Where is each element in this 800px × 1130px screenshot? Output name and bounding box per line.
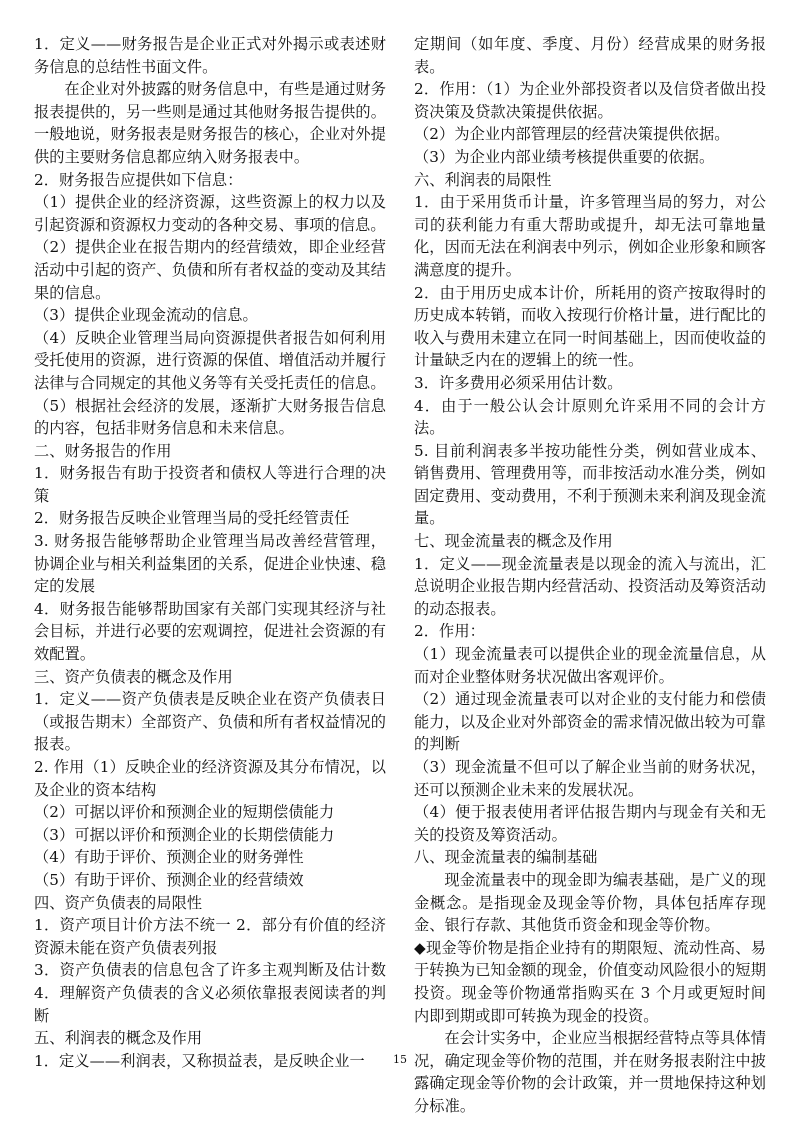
right-paragraph: （2）通过现金流量表可以对企业的支付能力和偿债能力，以及企业对外部资金的需求情况做出较为可靠的判断	[414, 690, 766, 754]
right-paragraph: 2．作用：	[414, 622, 485, 641]
left-column	[34, 33, 386, 1072]
right-column	[414, 33, 766, 1118]
right-paragraph: 4．由于一般公认会计原则允许采用不同的会计方法。	[414, 396, 766, 438]
left-paragraph: （2）可据以评价和预测企业的短期偿债能力	[34, 803, 335, 822]
left-paragraph: 3．资产负债表的信息包含了许多主观判断及估计数 4．理解资产负债表的含义必须依靠报表阅读者的判断	[34, 961, 386, 1025]
left-paragraph: 二、财务报告的作用	[34, 441, 172, 460]
right-paragraph: 八、现金流量表的编制基础	[414, 848, 598, 867]
left-paragraph: （3）可据以评价和预测企业的长期偿债能力	[34, 825, 335, 844]
right-paragraph: 1．定义——现金流量表是以现金的流入与流出，汇总说明企业报告期内经营活动、投资活动及筹资活动的动态报表。	[414, 554, 766, 618]
page-number: 15	[393, 1053, 407, 1066]
right-paragraph: 六、利润表的局限性	[414, 170, 552, 189]
left-paragraph: 2. 作用（1）反映企业的经济资源及其分布情况，以及企业的资本结构	[34, 758, 386, 799]
left-paragraph: 三、资产负债表的概念及作用	[34, 667, 233, 686]
right-paragraph: ◆现金等价物是指企业持有的期限短、流动性高、易于转换为已知金额的现金，价值变动风险很小的短期投资。现金等价物通常指购买在 3 个月或更短时间内即到期或即可转换为现金的投资。	[414, 938, 766, 1025]
left-paragraph: （3）提供企业现金流动的信息。	[34, 306, 258, 325]
right-paragraph: 在会计实务中，企业应当根据经营特点等具体情况，确定现金等价物的范围，并在财务报表附注中披露确定现金等价物的会计政策，并一贯地保持这种划分标准。	[414, 1029, 766, 1115]
left-paragraph: （1）提供企业的经济资源，这些资源上的权力以及引起资源和资源权力变动的各种交易、事项的信息。	[34, 193, 386, 234]
right-paragraph: （3）现金流量不但可以了解企业当前的财务状况，还可以预测企业未来的发展状况。	[414, 758, 766, 799]
right-paragraph: 现金流量表中的现金即为编表基础，是广义的现金概念。是指现金及现金等价物，具体包括库存现金、银行存款、其他货币资金和现金等价物。	[414, 870, 766, 935]
left-paragraph: 四、资产负债表的局限性	[34, 893, 203, 912]
left-paragraph: 在企业对外披露的财务信息中，有些是通过财务报表提供的，另一些则是通过其他财务报告提供的。一般地说，财务报表是财务报告的核心，企业对外提供的主要财务信息都应纳入财务报表中。	[34, 80, 386, 166]
right-paragraph: （2）为企业内部管理层的经营决策提供依据。	[414, 125, 730, 144]
right-paragraph: （3）为企业内部业绩考核提供重要的依据。	[414, 147, 715, 166]
right-paragraph: 2．由于用历史成本计价，所耗用的资产按取得时的历史成本转销，而收入按现行价格计量，进行配比的收入与费用未建立在同一时间基础上，因而使收益的计量缺乏内在的逻辑上的统一性。	[414, 283, 766, 370]
left-paragraph: 3. 财务报告能够帮助企业管理当局改善经营管理，协调企业与相关利益集团的关系，促进企业快速、稳定的发展	[34, 532, 386, 596]
right-paragraph: 1．由于采用货币计量，许多管理当局的努力，对公司的获利能力有重大帮助或提升，却无法可靠地量化，因而无法在利润表中列示，例如企业形象和顾客满意度的提升。	[414, 193, 766, 279]
right-paragraph: 七、现金流量表的概念及作用	[414, 532, 613, 551]
left-paragraph: （2）提供企业在报告期内的经营绩效，即企业经营活动中引起的资产、负债和所有者权益的变动及其结果的信息。	[34, 238, 386, 302]
left-paragraph: 2．财务报告应提供如下信息：	[34, 170, 243, 189]
left-paragraph: （4）反映企业管理当局向资源提供者报告如何利用受托使用的资源，进行资源的保值、增值活动并履行法律与合同规定的其他义务等有关受托责任的信息。	[34, 328, 386, 392]
right-paragraph: 2．作用：（1）为企业外部投资者以及信贷者做出投资决策及贷款决策提供依据。	[414, 80, 766, 121]
left-paragraph: （4）有助于评价、预测企业的财务弹性	[34, 848, 304, 867]
left-paragraph: 4．财务报告能够帮助国家有关部门实现其经济与社会目标，并进行必要的宏观调控，促进社会资源的有效配置。	[34, 599, 386, 664]
right-paragraph: （4）便于报表使用者评估报告期内与现金有关和无关的投资及筹资活动。	[414, 803, 766, 844]
left-paragraph: 2．财务报告反映企业管理当局的受托经管责任	[34, 509, 350, 528]
left-paragraph: （5）有助于评价、预测企业的经营绩效	[34, 870, 304, 889]
left-paragraph: 1．资产项目计价方法不统一 2．部分有价值的经济资源未能在资产负债表列报	[34, 916, 386, 957]
right-paragraph: 5. 目前利润表多半按功能性分类，例如营业成本、销售费用、管理费用等，而非按活动水准分类，例如固定费用、变动费用，不利于预测未来利润及现金流量。	[414, 441, 766, 528]
left-paragraph: 1．定义——财务报告是企业正式对外揭示或表述财务信息的总结性书面文件。	[34, 35, 386, 76]
right-paragraph: 3．许多费用必须采用估计数。	[414, 373, 623, 392]
left-paragraph: 五、利润表的概念及作用	[34, 1029, 203, 1048]
left-paragraph: 1．定义——资产负债表是反映企业在资产负债表日（或报告期末）全部资产、负债和所有者权益情况的报表。	[34, 690, 386, 754]
right-paragraph: 定期间（如年度、季度、月份）经营成果的财务报表。	[414, 35, 766, 76]
left-paragraph: （5）根据社会经济的发展，逐渐扩大财务报告信息的内容，包括非财务信息和未来信息。	[34, 396, 386, 438]
right-paragraph: （1）现金流量表可以提供企业的现金流量信息，从而对企业整体财务状况做出客观评价。	[414, 645, 766, 686]
left-paragraph: 1．定义——利润表，又称损益表，是反映企业一	[34, 1051, 365, 1070]
left-paragraph: 1．财务报告有助于投资者和债权人等进行合理的决策	[34, 464, 386, 505]
